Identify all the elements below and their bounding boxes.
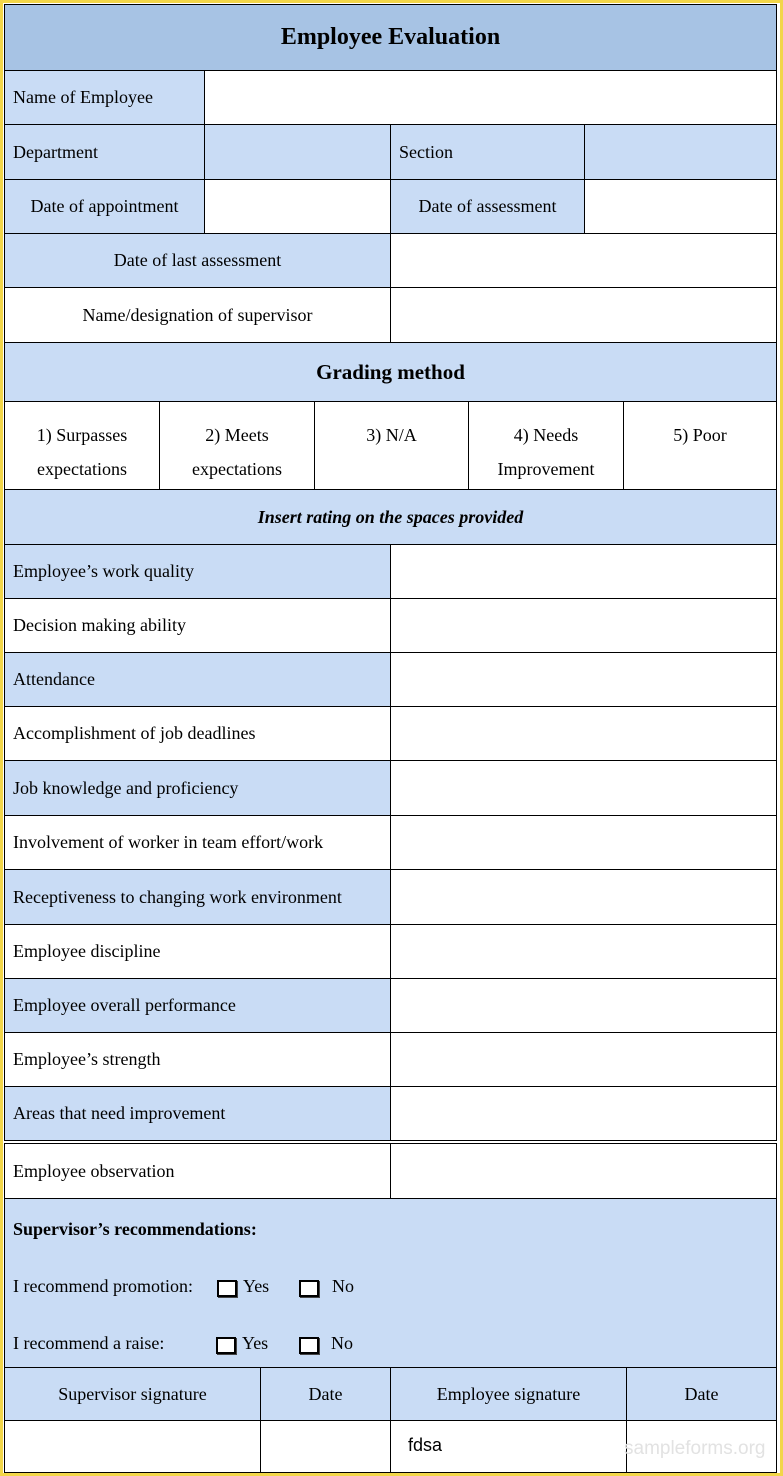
criterion-label: Employee overall performance [4, 978, 391, 1033]
criterion-label: Employee discipline [4, 924, 391, 979]
raise-yes-checkbox[interactable] [216, 1337, 236, 1354]
observation-field[interactable] [390, 1143, 777, 1199]
grading-option [4, 401, 160, 490]
promotion-yes-checkbox[interactable] [217, 1280, 237, 1297]
grading-option-line: 3) N/A [366, 425, 417, 445]
department-field[interactable] [204, 124, 391, 180]
employee-date-label: Date [626, 1367, 777, 1421]
grading-option [623, 401, 777, 490]
criterion-label: Involvement of worker in team effort/work [4, 815, 391, 870]
watermark: sampleforms.org [624, 1438, 766, 1459]
grading-option [159, 401, 315, 490]
raise-label: I recommend a raise: [13, 1333, 165, 1353]
section-label: Section [390, 124, 585, 180]
grading-option [468, 401, 624, 490]
rating-field[interactable] [390, 1032, 777, 1087]
department-label: Department [4, 124, 205, 180]
grading-option-line: 2) Meets [205, 425, 269, 445]
criterion-label: Receptiveness to changing work environment [4, 869, 391, 925]
criterion-label: Decision making ability [4, 598, 391, 653]
criterion-label: Attendance [4, 652, 391, 707]
rating-field[interactable] [390, 978, 777, 1033]
rating-field[interactable] [390, 760, 777, 816]
date-last-assessment-field[interactable] [390, 233, 777, 288]
rating-field[interactable] [390, 1086, 777, 1141]
rating-field[interactable] [390, 544, 777, 599]
promotion-no-checkbox[interactable] [299, 1280, 319, 1297]
raise-no-checkbox[interactable] [299, 1337, 319, 1354]
date-appointment-label: Date of appointment [4, 179, 205, 234]
name-label: Name of Employee [4, 70, 205, 125]
form-title: Employee Evaluation [4, 4, 777, 71]
supervisor-date-label: Date [260, 1367, 391, 1421]
date-assessment-field[interactable] [584, 179, 777, 234]
supervisor-field[interactable] [390, 287, 777, 343]
employee-signature-value: fdsa [408, 1435, 443, 1455]
rating-field[interactable] [390, 652, 777, 707]
grading-option-line: expectations [37, 459, 127, 479]
criterion-label: Job knowledge and proficiency [4, 760, 391, 816]
promotion-no-label: No [332, 1276, 354, 1296]
rating-field[interactable] [390, 706, 777, 761]
supervisor-signature-label: Supervisor signature [4, 1367, 261, 1421]
date-assessment-label: Date of assessment [390, 179, 585, 234]
criterion-label: Employee’s strength [4, 1032, 391, 1087]
recommendations-title: Supervisor’s recommendations: [13, 1219, 257, 1239]
rating-field[interactable] [390, 924, 777, 979]
grading-option-line: Improvement [497, 459, 595, 479]
grading-option-line: expectations [192, 459, 282, 479]
grading-method-title: Grading method [4, 342, 777, 402]
name-field[interactable] [204, 70, 777, 125]
criterion-label: Areas that need improvement [4, 1086, 391, 1141]
raise-no-label: No [331, 1333, 353, 1353]
grading-option-line: 1) Surpasses [36, 425, 128, 445]
grading-option-line: 4) Needs [513, 425, 579, 445]
date-appointment-field[interactable] [204, 179, 391, 234]
section-field[interactable] [584, 124, 777, 180]
supervisor-signature-field[interactable] [4, 1420, 261, 1473]
raise-yes-label: Yes [242, 1333, 269, 1353]
grading-option [314, 401, 469, 490]
rating-field[interactable] [390, 869, 777, 925]
observation-label: Employee observation [4, 1143, 391, 1199]
criterion-label: Accomplishment of job deadlines [4, 706, 391, 761]
employee-signature-label: Employee signature [390, 1367, 627, 1421]
rating-field[interactable] [390, 598, 777, 653]
criterion-label: Employee’s work quality [4, 544, 391, 599]
supervisor-date-field[interactable] [260, 1420, 391, 1473]
grading-option-line: 5) Poor [673, 425, 727, 445]
supervisor-label: Name/designation of supervisor [4, 287, 391, 343]
promotion-label: I recommend promotion: [13, 1276, 193, 1296]
promotion-yes-label: Yes [243, 1276, 270, 1296]
rating-instruction: Insert rating on the spaces provided [4, 489, 777, 545]
rating-field[interactable] [390, 815, 777, 870]
date-last-assessment-label: Date of last assessment [4, 233, 391, 288]
